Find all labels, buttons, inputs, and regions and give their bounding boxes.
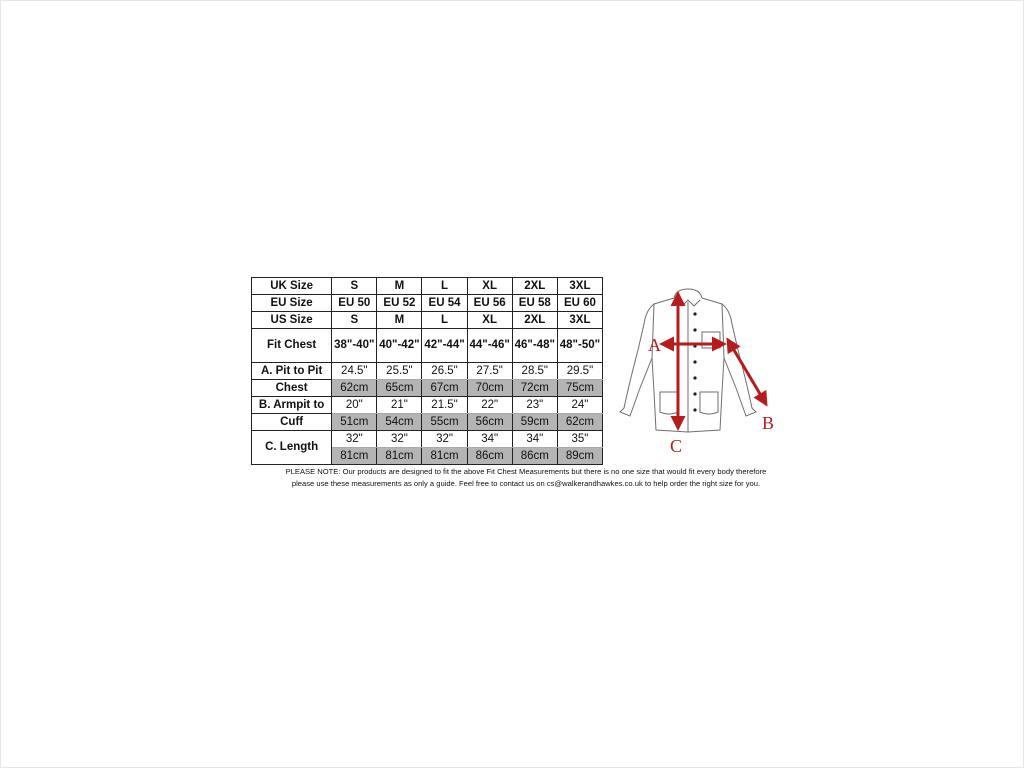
table-cell: L: [422, 278, 467, 295]
table-cell: 62cm: [332, 380, 377, 397]
row-label: Cuff: [252, 414, 332, 431]
table-cell: 20": [332, 397, 377, 414]
table-cell: 34": [512, 431, 557, 448]
table-cell: 2XL: [512, 278, 557, 295]
row-label: US Size: [252, 312, 332, 329]
table-cell: 21": [377, 397, 422, 414]
table-cell: 48"-50": [557, 329, 602, 363]
table-cell: 81cm: [332, 448, 377, 465]
row-label: A. Pit to Pit: [252, 363, 332, 380]
table-cell: S: [332, 312, 377, 329]
table-cell: 3XL: [557, 312, 602, 329]
table-cell: EU 58: [512, 295, 557, 312]
table-cell: EU 50: [332, 295, 377, 312]
table-cell: 72cm: [512, 380, 557, 397]
table-cell: 25.5": [377, 363, 422, 380]
armpit-to-cuff-inch-row: [252, 397, 603, 414]
table-cell: 40"-42": [377, 329, 422, 363]
table-cell: 32": [377, 431, 422, 448]
table-cell: 26.5": [422, 363, 467, 380]
label-a: A: [648, 335, 661, 355]
table-cell: EU 60: [557, 295, 602, 312]
table-cell: 62cm: [557, 414, 602, 431]
label-c: C: [670, 436, 683, 456]
table-cell: 38"-40": [332, 329, 377, 363]
table-cell: XL: [467, 278, 512, 295]
fit-chest-row: [252, 329, 603, 363]
jacket-buttons: [693, 312, 696, 411]
table-cell: M: [377, 312, 422, 329]
table-cell: EU 56: [467, 295, 512, 312]
table-cell: 35": [557, 431, 602, 448]
table-cell: XL: [467, 312, 512, 329]
uk-size-row: [252, 278, 603, 295]
table-cell: 81cm: [422, 448, 467, 465]
pit-to-pit-inch-row: [252, 363, 603, 380]
table-cell: 86cm: [467, 448, 512, 465]
row-label: Chest: [252, 380, 332, 397]
jacket-illustration: [616, 280, 786, 455]
table-cell: 22": [467, 397, 512, 414]
table-cell: 89cm: [557, 448, 602, 465]
table-cell: 32": [332, 431, 377, 448]
table-cell: 29.5": [557, 363, 602, 380]
table-cell: 23": [512, 397, 557, 414]
row-label: C. Length: [252, 431, 332, 465]
table-cell: 3XL: [557, 278, 602, 295]
table-cell: M: [377, 278, 422, 295]
eu-size-row: [252, 295, 603, 312]
table-cell: 51cm: [332, 414, 377, 431]
jacket-measurement-diagram: [616, 280, 786, 455]
table-cell: EU 52: [377, 295, 422, 312]
row-label: EU Size: [252, 295, 332, 312]
table-cell: 65cm: [377, 380, 422, 397]
length-inch-row: [252, 431, 603, 448]
table-cell: L: [422, 312, 467, 329]
table-cell: 56cm: [467, 414, 512, 431]
table-cell: 70cm: [467, 380, 512, 397]
table-cell: 34": [467, 431, 512, 448]
size-chart-table: [251, 277, 603, 465]
row-label: Fit Chest: [252, 329, 332, 363]
table-cell: 32": [422, 431, 467, 448]
arrow-b-sleeve: [728, 340, 766, 404]
table-cell: 24.5": [332, 363, 377, 380]
note-line: please use these measurements as only a guide. Feel free to contact us on cs@walkerandhawkes.co.uk to help order the right size for you.: [291, 479, 761, 488]
row-label: UK Size: [252, 278, 332, 295]
table-cell: 86cm: [512, 448, 557, 465]
us-size-row: [252, 312, 603, 329]
measurement-arrows: [662, 294, 766, 428]
table-cell: 28.5": [512, 363, 557, 380]
table-cell: 46"-48": [512, 329, 557, 363]
table-cell: 24": [557, 397, 602, 414]
table-cell: 67cm: [422, 380, 467, 397]
table-cell: S: [332, 278, 377, 295]
table-cell: 2XL: [512, 312, 557, 329]
label-b: B: [762, 413, 775, 433]
note-line: PLEASE NOTE: Our products are designed to fit the above Fit Chest Measurements but there is no one size that would fit every body therefore: [285, 467, 767, 476]
table-cell: EU 54: [422, 295, 467, 312]
armpit-to-cuff-cm-row: [252, 414, 603, 431]
jacket-outline: [620, 289, 756, 432]
table-cell: 44"-46": [467, 329, 512, 363]
pit-to-pit-cm-row: [252, 380, 603, 397]
table-cell: 59cm: [512, 414, 557, 431]
sizing-note: [256, 466, 796, 490]
row-label: B. Armpit to: [252, 397, 332, 414]
table-cell: 27.5": [467, 363, 512, 380]
table-cell: 81cm: [377, 448, 422, 465]
table-cell: 54cm: [377, 414, 422, 431]
table-cell: 75cm: [557, 380, 602, 397]
table-cell: 55cm: [422, 414, 467, 431]
table-cell: 42"-44": [422, 329, 467, 363]
table-cell: 21.5": [422, 397, 467, 414]
